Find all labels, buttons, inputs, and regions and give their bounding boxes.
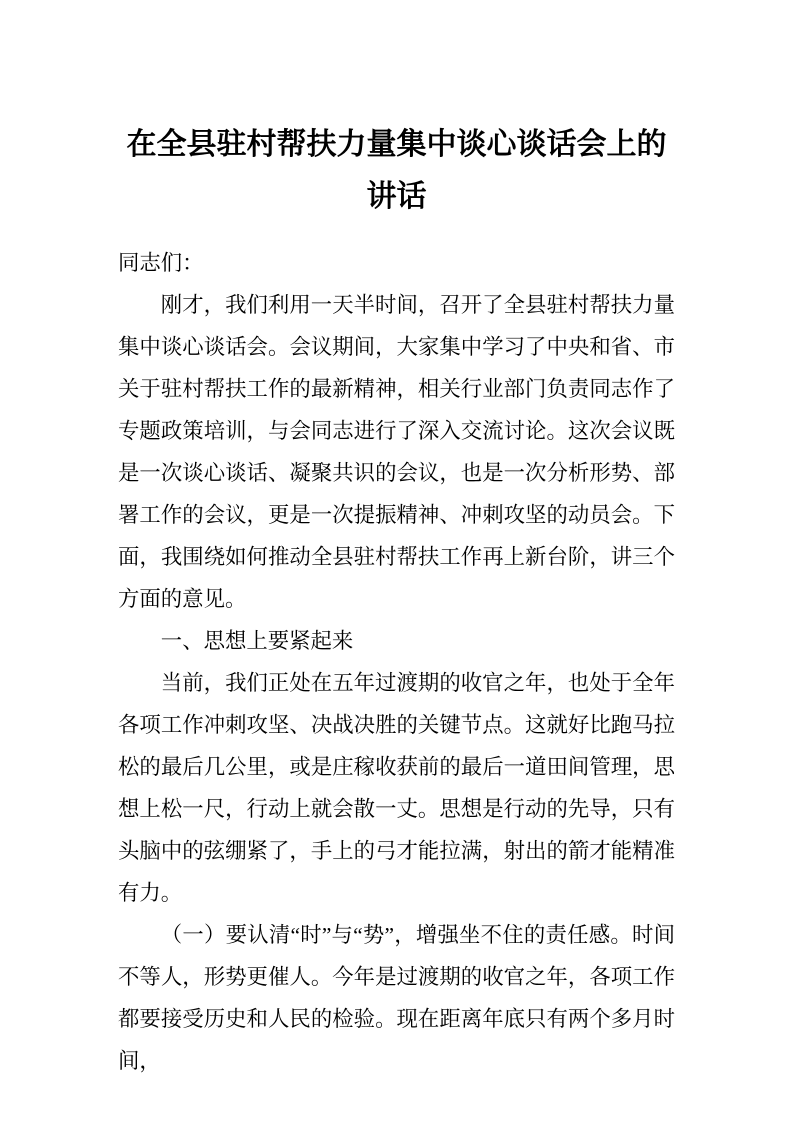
document-body bbox=[118, 242, 675, 1082]
paragraph-point-1: （一）要认清“时”与“势”，增强坐不住的责任感。时间不等人，形势更催人。今年是过渡期的收官之年，各项工作都要接受历史和人民的检验。现在距离年底只有两个多月时间， bbox=[118, 923, 675, 1073]
document-content bbox=[118, 0, 675, 1082]
paragraph-intro: 刚才，我们利用一天半时间，召开了全县驻村帮扶力量集中谈心谈话会。会议期间，大家集中学习了中央和省、市关于驻村帮扶工作的最新精神，相关行业部门负责同志作了专题政策培训，与会同志进行了深入交流讨论。这次会议既是一次谈心谈话、凝聚共识的会议，也是一次分析形势、部署工作的会议，更是一次提振精神、冲刺攻坚的动员会。下面，我围绕如何推动全县驻村帮扶工作再上新台阶，讲三个方面的意见。 bbox=[118, 293, 675, 611]
document-title: 在全县驻村帮扶力量集中谈心谈话会上的讲话 bbox=[126, 128, 667, 213]
section-heading-1: 一、思想上要紧起来 bbox=[160, 629, 354, 653]
paragraph-section-1: 当前，我们正处在五年过渡期的收官之年，也处于全年各项工作冲刺攻坚、决战决胜的关键节点。这就好比跑马拉松的最后几公里，或是庄稼收获前的最后一道田间管理，思想上松一尺，行动上就会散一丈。思想是行动的先导，只有头脑中的弦绷紧了，手上的弓才能拉满，射出的箭才能精准有力。 bbox=[118, 671, 675, 905]
salutation: 同志们： bbox=[118, 251, 204, 275]
